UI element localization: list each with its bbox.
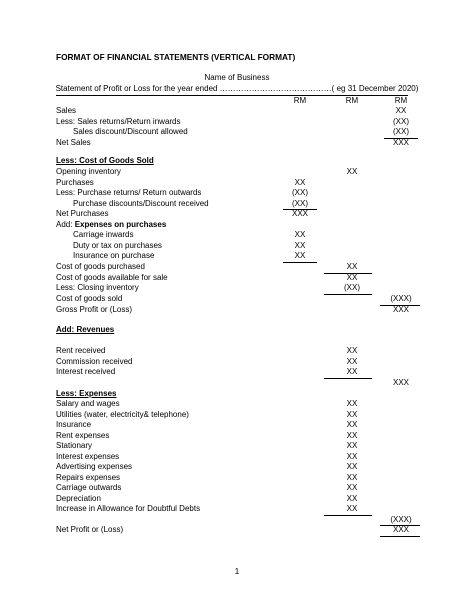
amount-cell: (XX) [292, 198, 308, 208]
statement-row [56, 399, 416, 410]
row-label: Salary and wages [56, 399, 120, 408]
amount-cell: XX [346, 399, 358, 408]
statement-row [56, 441, 416, 452]
amount-cell: (XX) [393, 116, 409, 126]
amount-cell: (XXX) [390, 514, 412, 524]
amount-cell: XX [346, 262, 358, 271]
row-label: Purchases [56, 177, 94, 187]
currency-header: RM [345, 96, 359, 105]
amount-cell: (XX) [292, 188, 308, 197]
row-label: Add: Expenses on purchases [56, 219, 167, 229]
row-label: Stationary [56, 441, 93, 450]
row-label: Repairs expenses [56, 472, 121, 482]
amount-cell: XX [395, 106, 407, 115]
total-rule [380, 536, 420, 537]
row-label: Duty or tax on purchases [73, 240, 162, 250]
amount-cell: XX [346, 167, 358, 176]
section-heading: Add: Revenues [56, 325, 115, 334]
row-label: Insurance on purchase [73, 251, 155, 260]
statement-row [56, 504, 416, 515]
statement-row [56, 209, 416, 220]
amount-cell: XX [346, 430, 358, 440]
row-label: Less: Closing inventory [56, 283, 139, 292]
amount-cell: XX [346, 493, 358, 503]
amount-cell: (XX) [393, 127, 409, 136]
row-label: Gross Profit or (Loss) [56, 304, 133, 314]
row-label: Carriage inwards [73, 230, 134, 239]
amount-cell: (XX) [344, 283, 360, 292]
statement-row [56, 420, 416, 431]
statement-row [56, 220, 416, 231]
amount-cell: XX [346, 504, 358, 513]
amount-cell: XX [346, 346, 358, 355]
statement-row [56, 357, 416, 368]
row-label: Opening inventory [56, 167, 121, 176]
row-label: Less: Sales returns/Return inwards [56, 116, 181, 126]
statement-row [56, 431, 416, 442]
statement-row [56, 106, 416, 117]
row-label: Depreciation [56, 493, 101, 503]
statement-title: Statement of Profit or Loss for the year ended ……………………………………( eg 31 December 2020) [55, 84, 419, 93]
amount-cell: XX [346, 441, 358, 450]
amount-cell: XX [294, 230, 306, 239]
statement-row [56, 367, 416, 378]
statement-row [56, 483, 416, 494]
amount-cell: XX [294, 240, 306, 250]
statement-row [56, 515, 416, 526]
statement-row [56, 525, 416, 536]
amount-cell: XXX [392, 137, 409, 147]
amount-cell: (XXX) [390, 293, 412, 303]
row-label: Interest expenses [56, 451, 120, 461]
amount-cell: XXX [291, 209, 308, 218]
section-heading: Less: Cost of Goods Sold [56, 156, 154, 165]
row-label: Net Profit or (Loss) [56, 525, 124, 534]
amount-cell: XX [346, 409, 358, 419]
statement-row [56, 273, 416, 284]
row-label: Cost of goods sold [56, 293, 123, 303]
row-label: Advertising expenses [56, 462, 133, 471]
row-label: Rent received [56, 346, 106, 355]
row-label: Cost of goods available for sale [56, 272, 168, 282]
statement-row [56, 494, 416, 505]
statement-row [56, 452, 416, 463]
statement-row [56, 346, 416, 357]
row-label: Utilities (water, electricity& telephone) [56, 409, 189, 419]
row-label: Cost of goods purchased [56, 262, 145, 271]
currency-header: RM [394, 96, 408, 105]
statement-row [56, 251, 416, 262]
statement-row [56, 156, 416, 167]
statement-row [56, 473, 416, 484]
amount-cell: XXX [392, 304, 409, 314]
amount-cell: XX [346, 483, 358, 492]
statement-row [56, 283, 416, 294]
statement-row [56, 262, 416, 273]
amount-cell: XX [346, 356, 358, 366]
row-label: Insurance [56, 420, 92, 429]
row-label: Sales [56, 106, 77, 115]
currency-header-row [56, 96, 416, 107]
amount-cell: XXX [392, 525, 409, 534]
statement-row [56, 325, 416, 336]
statement-row [56, 410, 416, 421]
statement-row [56, 389, 416, 400]
row-label: Rent expenses [56, 430, 110, 440]
amount-cell: XX [346, 472, 358, 482]
row-label: Net Purchases [56, 209, 109, 218]
row-label: Increase in Allowance for Doubtful Debts [56, 504, 201, 513]
row-label: Less: Purchase returns/ Return outwards [56, 188, 202, 197]
amount-cell: XX [346, 420, 358, 429]
statement-row [56, 378, 416, 389]
page-number: 1 [234, 567, 240, 576]
amount-cell: XX [294, 177, 306, 187]
statement-row [56, 127, 416, 138]
statement-row [56, 241, 416, 252]
statement-row [56, 178, 416, 189]
section-heading: Less: Expenses [56, 388, 117, 398]
amount-cell: XX [346, 451, 358, 461]
row-label: Purchase discounts/Discount received [73, 198, 209, 208]
row-label: Carriage outwards [56, 483, 122, 492]
statement-row [56, 167, 416, 178]
amount-cell: XX [346, 272, 358, 282]
statement-row [56, 188, 416, 199]
statement-row [56, 138, 416, 149]
amount-cell: XXX [392, 377, 409, 387]
amount-cell: XX [294, 251, 306, 260]
amount-cell: XX [346, 367, 358, 376]
business-name: Name of Business [204, 73, 270, 82]
row-label: Interest received [56, 367, 116, 376]
row-label: Net Sales [56, 137, 91, 147]
currency-header: RM [293, 96, 307, 105]
row-label: Commission received [56, 356, 133, 366]
statement-row [56, 462, 416, 473]
statement-row [56, 199, 416, 210]
statement-row [56, 117, 416, 128]
row-label: Sales discount/Discount allowed [73, 127, 188, 136]
amount-cell: XX [346, 462, 358, 471]
statement-row [56, 294, 416, 305]
document-title: FORMAT OF FINANCIAL STATEMENTS (VERTICAL FORMAT) [56, 52, 296, 62]
statement-row [56, 230, 416, 241]
statement-row [56, 305, 416, 316]
